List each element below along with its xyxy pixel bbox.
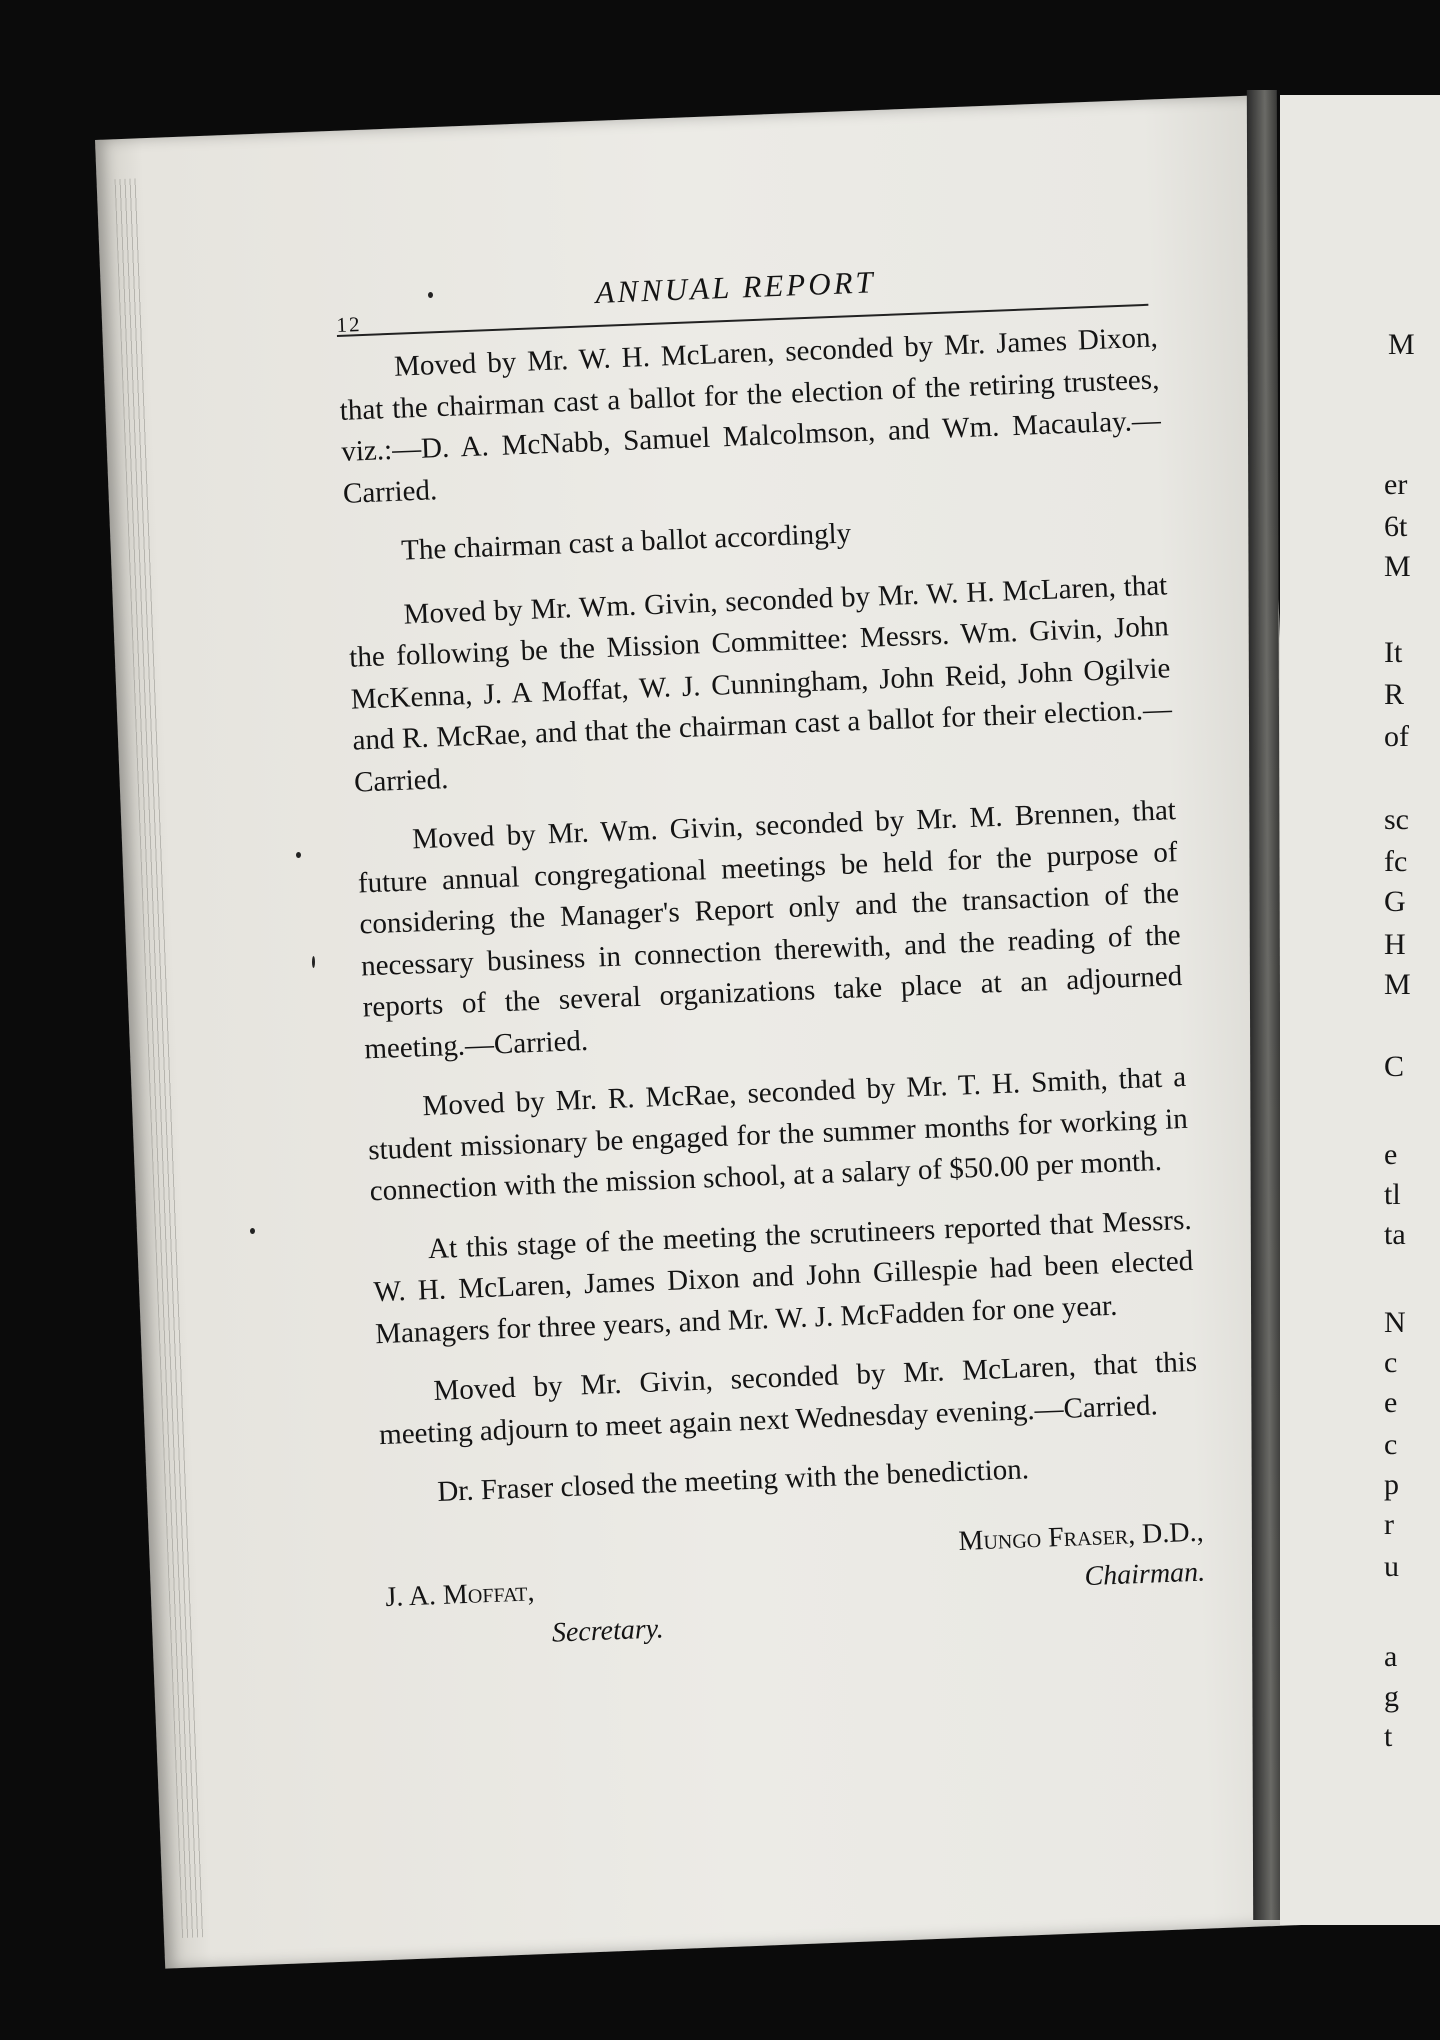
- running-head: ANNUAL REPORT: [594, 264, 877, 310]
- minutes-body: [337, 317, 1201, 1515]
- fragment: C: [1384, 1050, 1405, 1083]
- paragraph-trustees-ballot: Moved by Mr. W. H. McLaren, seconded by Mr. James Dixon, that the chairman cast a ballot for the election of the retiring trustees, viz.:—D. A. McNabb, Samuel Malcolmson, and Wm. Macaulay.—Carried.: [339, 321, 1162, 510]
- fragment: H: [1384, 928, 1406, 961]
- page-number: 12: [336, 312, 362, 337]
- print-speck: [296, 852, 301, 858]
- signature-block: [383, 1506, 1208, 1687]
- print-speck: [250, 1228, 255, 1234]
- fragment: M: [1384, 968, 1411, 1001]
- fragment: R: [1384, 678, 1405, 711]
- fragment: tl: [1384, 1178, 1401, 1211]
- paragraph-ballot-cast: The chairman cast a ballot accordingly: [400, 517, 852, 567]
- fragment: g: [1384, 1680, 1399, 1713]
- fragment: e: [1384, 1138, 1398, 1171]
- fragment: p: [1384, 1468, 1399, 1501]
- secretary-name: J. A. Moffat,: [384, 1575, 536, 1613]
- print-speck: [312, 956, 315, 968]
- fragment: M: [1388, 328, 1415, 361]
- fragment: e: [1384, 1386, 1398, 1419]
- paragraph-scrutineers-report: At this stage of the meeting the scrutineers reported that Messrs. W. H. McLaren, James Dixon and John Gillespie had been elected Managers for three years, and Mr. W. J. McFadden for one year.: [373, 1203, 1194, 1350]
- fragment: of: [1384, 720, 1409, 753]
- paragraph-benediction: Dr. Fraser closed the meeting with the benediction.: [436, 1453, 1030, 1508]
- chairman-name: Mungo Fraser, D.D.,: [957, 1516, 1205, 1557]
- fragment: ta: [1384, 1218, 1406, 1251]
- fragment: r: [1384, 1508, 1394, 1541]
- paragraph-student-missionary: Moved by Mr. R. McRae, seconded by Mr. T. H. Smith, that a student missionary be engaged for the summer months for working in connection with the mission school, at a salary of $50.00 per month.: [367, 1060, 1189, 1208]
- paragraph-adjourn: Moved by Mr. Givin, seconded by Mr. McLaren, that this meeting adjourn to meet again next Wednesday evening.—Carried.: [378, 1345, 1198, 1451]
- fragment: 6t: [1384, 510, 1408, 543]
- fragment: It: [1384, 636, 1403, 669]
- fragment: u: [1384, 1550, 1399, 1583]
- fragment: M: [1384, 550, 1411, 583]
- right-page: [1280, 95, 1440, 1925]
- chairman-title: Chairman.: [1083, 1556, 1206, 1592]
- fragment: c: [1384, 1346, 1398, 1379]
- fragment: fc: [1384, 845, 1408, 878]
- fragment: c: [1384, 1428, 1398, 1461]
- fragment: G: [1384, 885, 1406, 918]
- page-edges: [115, 178, 205, 1938]
- secretary-title: Secretary.: [551, 1612, 665, 1649]
- paragraph-mission-committee: Moved by Mr. Wm. Givin, seconded by Mr. W. H. McLaren, that the following be the Mission Committee: Messrs. Wm. Givin, John McKenna, J. A Moffat, W. J. Cunningham, John Reid, John Ogilvie and R. McRae, and that the chairman cast a ballot for their election.—Carried.: [348, 568, 1173, 799]
- fragment: er: [1384, 468, 1408, 501]
- fragment: t: [1384, 1720, 1393, 1753]
- fragment: sc: [1384, 803, 1409, 836]
- book-gutter: [1247, 90, 1283, 1920]
- paragraph-future-meetings: Moved by Mr. Wm. Givin, seconded by Mr. M. Brennen, that future annual congregational meetings be held for the purpose of considering the Manager's Report only and the transaction of the necessary business in connection therewith, and the reading of the reports of the several organizations take place at an adjourned meeting.—Carried.: [357, 794, 1183, 1065]
- fragment: N: [1384, 1306, 1406, 1339]
- printed-page-content: [335, 254, 1208, 1688]
- fragment: a: [1384, 1640, 1398, 1673]
